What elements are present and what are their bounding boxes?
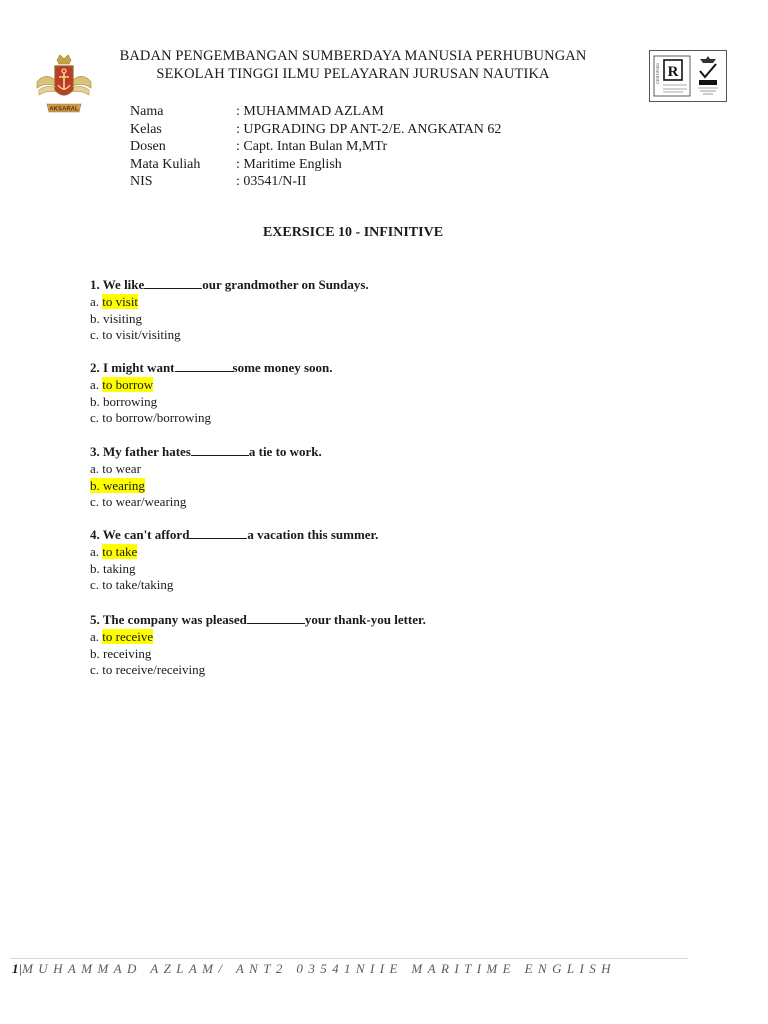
option-c: c. to receive/receiving bbox=[90, 662, 206, 678]
info-label: Kelas bbox=[130, 121, 162, 137]
answer-blank bbox=[247, 612, 305, 624]
footer-divider bbox=[10, 958, 688, 959]
info-label: Mata Kuliah bbox=[130, 156, 201, 172]
footer-text: MUHAMMAD AZLAM/ ANT2 03541NIIE MARITIME ENGLISH bbox=[22, 961, 616, 976]
page-title: EXERSICE 10 - INFINITIVE bbox=[262, 225, 444, 240]
option-b: b. receiving bbox=[90, 645, 152, 661]
question-1 bbox=[90, 277, 369, 344]
option-b: b. taking bbox=[90, 560, 136, 576]
info-label: Nama bbox=[130, 104, 164, 119]
option-text: to take bbox=[102, 544, 138, 559]
answer-blank bbox=[189, 527, 247, 539]
option-a: a. to take bbox=[90, 544, 138, 559]
page-number: 1 bbox=[12, 961, 19, 976]
option-text: to visit bbox=[102, 294, 139, 309]
answer-blank bbox=[144, 277, 202, 289]
option-text: receiving bbox=[103, 645, 152, 661]
question-5 bbox=[90, 612, 426, 679]
svg-text:CERTIFIED: CERTIFIED bbox=[655, 62, 660, 84]
option-text: to receive bbox=[102, 629, 154, 644]
option-text: to receive/receiving bbox=[102, 662, 206, 678]
option-text: taking bbox=[103, 560, 136, 576]
option-text: to wear/wearing bbox=[102, 494, 187, 510]
option-c: c. to take/taking bbox=[90, 577, 174, 593]
svg-text:R: R bbox=[667, 64, 679, 80]
certification-mark-icon bbox=[650, 51, 726, 101]
question-stem: 3. My father hates a tie to work. bbox=[90, 444, 322, 459]
info-value: : MUHAMMAD AZLAM bbox=[236, 104, 384, 119]
option-text: to borrow/borrowing bbox=[102, 410, 211, 426]
option-b: b. visiting bbox=[90, 310, 143, 326]
option-a: a. to borrow bbox=[90, 377, 154, 392]
option-text: to visit/visiting bbox=[102, 327, 181, 343]
option-c: c. to borrow/borrowing bbox=[90, 410, 211, 426]
info-value: : Capt. Intan Bulan M,MTr bbox=[236, 139, 388, 154]
question-3 bbox=[90, 444, 322, 511]
option-b: b. borrowing bbox=[90, 393, 158, 409]
question-stem: 2. I might want some money soon. bbox=[90, 360, 333, 375]
header-line-2: SEKOLAH TINGGI ILMU PELAYARAN JURUSAN NAUTIKA bbox=[156, 66, 550, 82]
info-label: NIS bbox=[130, 174, 153, 189]
option-b bbox=[90, 478, 322, 495]
header-line-1: BADAN PENGEMBANGAN SUMBERDAYA MANUSIA PERHUBUNGAN bbox=[119, 48, 587, 64]
info-value: : 03541/N-II bbox=[236, 174, 307, 189]
option-highlight: b. wearing bbox=[90, 477, 145, 493]
info-value: : Maritime English bbox=[236, 156, 342, 172]
footer-separator: | bbox=[18, 961, 23, 976]
question-stem: 4. We can't afford a vacation this summer. bbox=[90, 527, 379, 542]
option-text: visiting bbox=[103, 310, 143, 326]
option-a: a. to receive bbox=[90, 629, 154, 644]
option-text: to wear bbox=[102, 461, 141, 476]
option-a: a. to visit bbox=[90, 294, 139, 309]
question-stem: 1. We like our grandmother on Sundays. bbox=[90, 277, 369, 292]
question-stem: 5. The company was pleased your thank-you letter. bbox=[90, 612, 426, 627]
option-text: to take/taking bbox=[102, 577, 174, 593]
option-a: a. to wear bbox=[90, 461, 141, 476]
certification-logo bbox=[649, 50, 727, 102]
option-text: wearing bbox=[103, 477, 145, 493]
info-value: : UPGRADING DP ANT-2/E. ANGKATAN 62 bbox=[236, 121, 502, 137]
page-footer bbox=[12, 961, 616, 977]
option-c: c. to visit/visiting bbox=[90, 327, 181, 343]
info-label: Dosen bbox=[130, 139, 166, 154]
option-text: borrowing bbox=[103, 393, 158, 409]
answer-blank bbox=[175, 360, 233, 372]
option-c: c. to wear/wearing bbox=[90, 494, 187, 510]
svg-text:AKSARAL: AKSARAL bbox=[49, 106, 79, 113]
question-2 bbox=[90, 360, 333, 427]
option-text: to borrow bbox=[102, 377, 154, 392]
answer-blank bbox=[191, 444, 249, 456]
question-4 bbox=[90, 527, 378, 594]
